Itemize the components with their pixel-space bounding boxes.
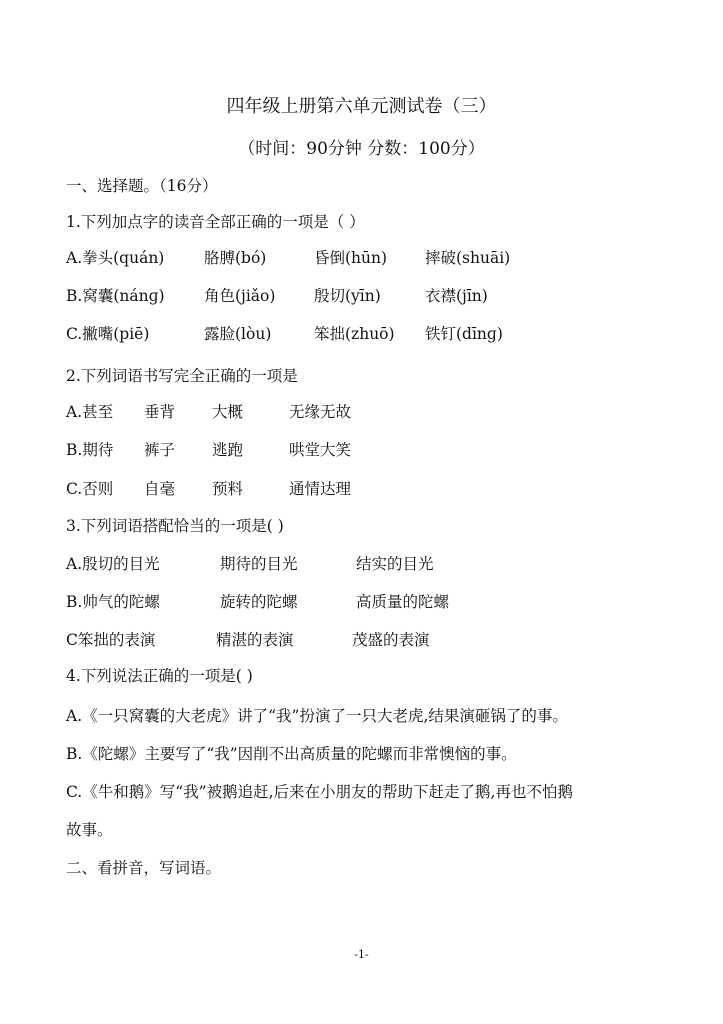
- q3-b-phrase-1: B.帅气的陀螺: [66, 593, 160, 611]
- section-2-heading: 二、看拼音，写词语。: [66, 859, 222, 877]
- q3-b-phrase-3: 高质量的陀螺: [356, 593, 450, 611]
- q1-b-word-4: 衣襟(jīn): [425, 287, 488, 305]
- q2-c-word-1: C.否则: [66, 480, 114, 498]
- q1-b-word-3: 殷切(yīn): [314, 287, 381, 305]
- q4-option-b: B.《陀螺》主要写了“我”因削不出高质量的陀螺而非常懊恼的事。: [66, 745, 517, 763]
- q3-a-phrase-2: 期待的目光: [220, 555, 298, 573]
- q2-a-word-1: A.甚至: [66, 403, 114, 421]
- q1-stem: 1.下列加点字的读音全部正确的一项是（ ）: [66, 213, 365, 231]
- section-1-heading: 一、选择题。（16分）: [66, 177, 218, 195]
- q1-b-word-1: B.窝囊(nánɡ): [66, 287, 165, 305]
- q1-c-word-1: C.撇嘴(piē): [66, 325, 150, 343]
- q2-c-word-4: 通情达理: [289, 480, 352, 498]
- q4-option-c-line-2: 故事。: [66, 821, 113, 839]
- q1-a-word-4: 摔破(shuāi): [425, 249, 511, 267]
- q1-c-word-4: 铁钉(dīnɡ): [425, 325, 503, 343]
- q2-a-word-2: 垂背: [144, 403, 176, 421]
- page-title: 四年级上册第六单元测试卷（三）: [226, 96, 497, 117]
- page-number: -1-: [354, 948, 369, 961]
- q1-a-word-1: A.拳头(quán): [66, 249, 165, 267]
- q4-stem: 4.下列说法正确的一项是( ): [66, 667, 253, 685]
- q2-a-word-3: 大概: [212, 403, 244, 421]
- q2-c-word-2: 自毫: [144, 480, 176, 498]
- q2-b-word-2: 裤子: [144, 441, 176, 459]
- q3-c-phrase-2: 精湛的表演: [216, 631, 294, 649]
- q4-option-c-line-1: C.《牛和鹅》写“我”被鹅追赶,后来在小朋友的帮助下赶走了鹅,再也不怕鹅: [66, 783, 573, 801]
- q1-b-word-2: 角色(jiǎo): [204, 287, 276, 305]
- page-subtitle: （时间：90分钟 分数：100分）: [238, 139, 485, 159]
- q4-option-a: A.《一只窝囊的大老虎》讲了“我”扮演了一只大老虎,结果演砸锅了的事。: [66, 707, 568, 725]
- q2-b-word-3: 逃跑: [212, 441, 244, 459]
- q1-a-word-2: 胳膊(bó): [204, 249, 267, 267]
- q2-b-word-4: 哄堂大笑: [289, 441, 352, 459]
- q3-c-phrase-1: C笨拙的表演: [66, 631, 156, 649]
- q1-c-word-3: 笨拙(zhuō): [314, 325, 395, 343]
- q3-a-phrase-1: A.殷切的目光: [66, 555, 160, 573]
- q2-b-word-1: B.期待: [66, 441, 114, 459]
- q2-stem: 2.下列词语书写完全正确的一项是: [66, 367, 298, 385]
- q3-stem: 3.下列词语搭配恰当的一项是( ): [66, 517, 284, 535]
- q3-b-phrase-2: 旋转的陀螺: [220, 593, 298, 611]
- q1-c-word-2: 露脸(lòu): [204, 325, 272, 343]
- q1-a-word-3: 昏倒(hūn): [314, 249, 388, 267]
- q3-c-phrase-3: 茂盛的表演: [352, 631, 430, 649]
- q3-a-phrase-3: 结实的目光: [356, 555, 434, 573]
- q2-a-word-4: 无缘无故: [289, 403, 352, 421]
- q2-c-word-3: 预料: [212, 480, 244, 498]
